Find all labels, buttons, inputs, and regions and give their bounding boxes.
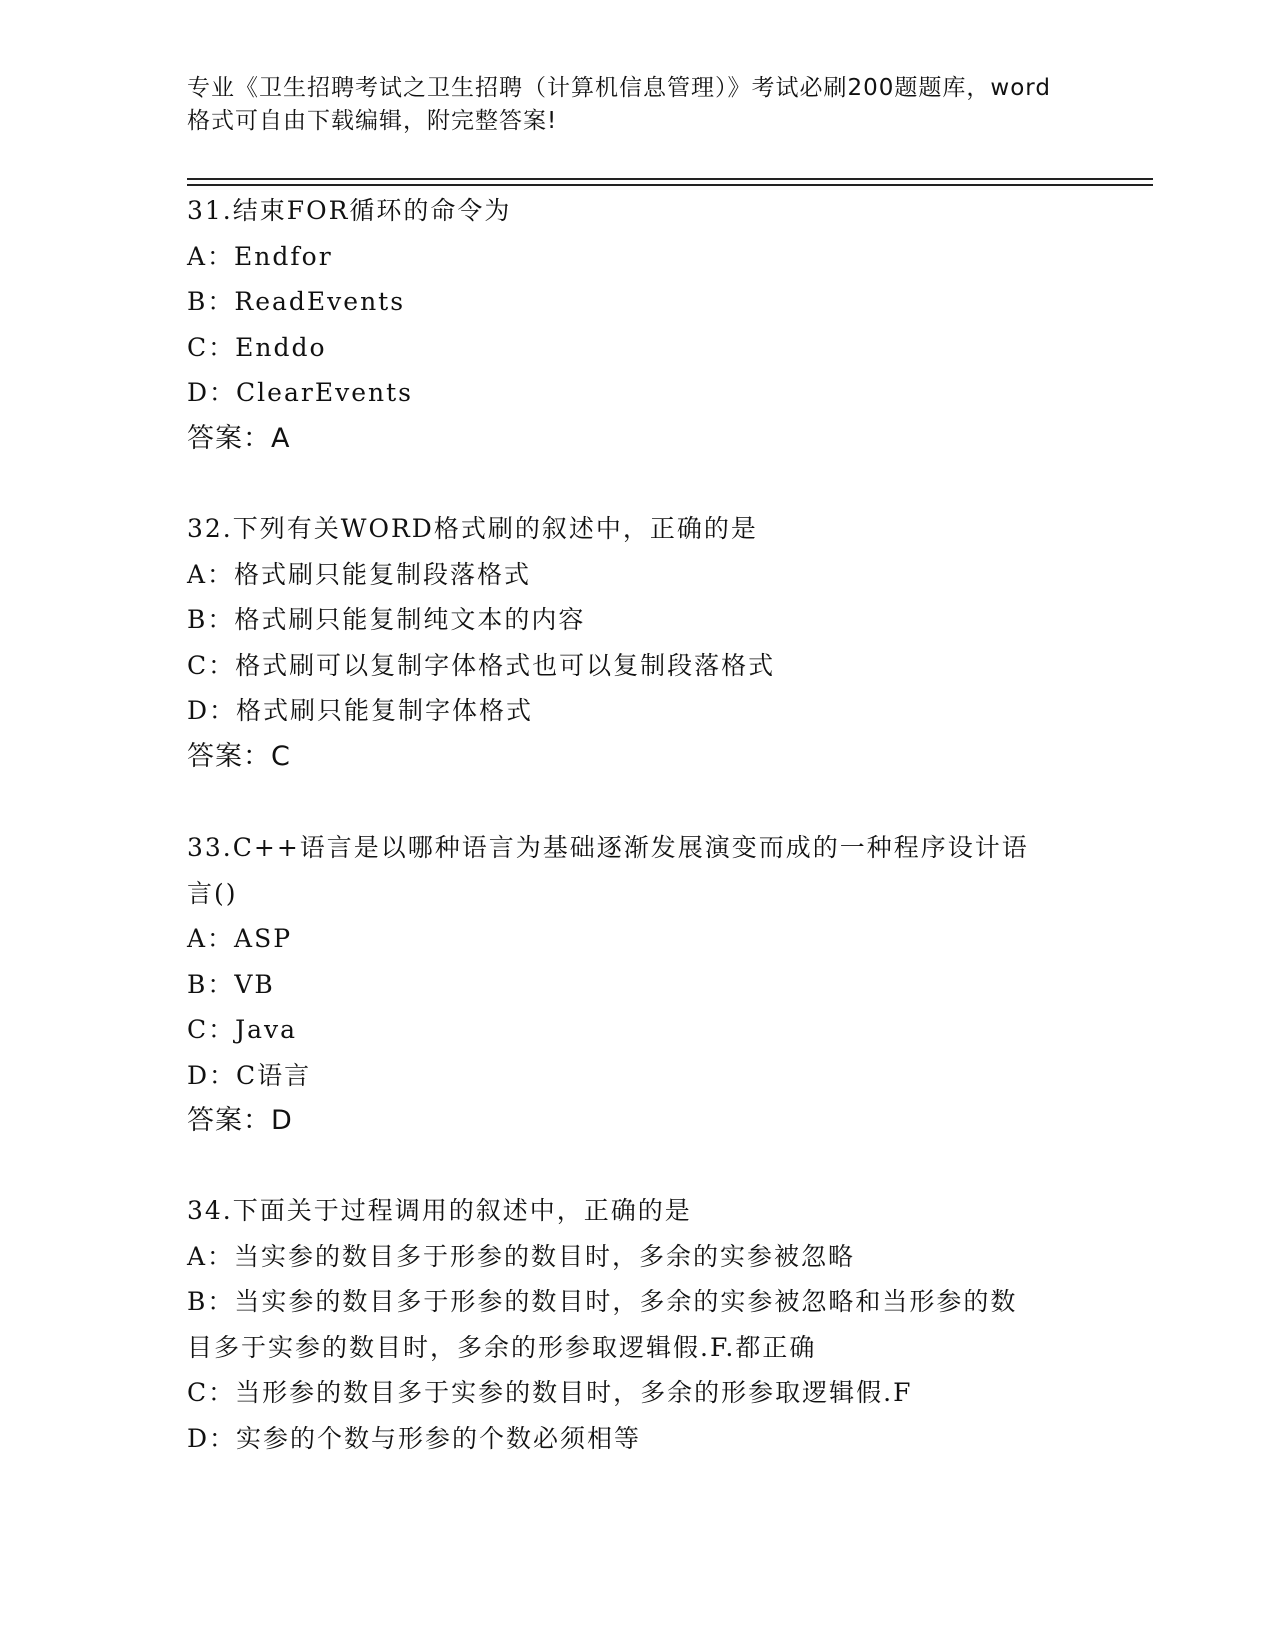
answer-label: 答案：C	[187, 740, 291, 772]
option-a: A：Endfor	[187, 241, 333, 271]
option-b-continued: 目多于实参的数目时，多余的形参取逻辑假.F.都正确	[187, 1332, 817, 1362]
question-stem-continued: 言()	[187, 878, 238, 908]
option-b: B：VB	[187, 969, 275, 999]
option-a: A：ASP	[187, 924, 293, 953]
header-line-2: 格式可自由下载编辑，附完整答案!	[187, 108, 558, 134]
header-line-1: 专业《卫生招聘考试之卫生招聘（计算机信息管理）》考试必刷200题题库，word	[187, 75, 1051, 101]
answer-label: 答案：A	[187, 422, 291, 454]
question-34	[187, 1188, 1087, 1461]
question-stem: 31.结束FOR循环的命令为	[187, 196, 512, 225]
option-d: D：格式刷只能复制字体格式	[187, 696, 534, 725]
option-b: B：格式刷只能复制纯文本的内容	[187, 605, 586, 634]
answer-label: 答案：D	[187, 1105, 293, 1136]
document-header	[187, 72, 1087, 138]
header-divider-top	[187, 178, 1153, 180]
option-a: A：当实参的数目多于形参的数目时，多余的实参被忽略	[187, 1241, 856, 1271]
question-33	[187, 825, 1087, 1144]
option-c: C：Java	[187, 1015, 298, 1044]
option-c: C：Enddo	[187, 332, 327, 362]
option-c: C：当形参的数目多于实参的数目时，多余的形参取逻辑假.F	[187, 1378, 913, 1407]
option-d: D：实参的个数与形参的个数必须相等	[187, 1423, 642, 1453]
question-31	[187, 188, 1087, 461]
question-stem: 34.下面关于过程调用的叙述中，正确的是	[187, 1196, 692, 1225]
option-d: D：C语言	[187, 1060, 312, 1090]
question-stem: 33.C++语言是以哪种语言为基础逐渐发展演变而成的一种程序设计语	[187, 833, 1029, 862]
header-divider-bottom	[187, 184, 1153, 186]
option-b: B：当实参的数目多于形参的数目时，多余的实参被忽略和当形参的数	[187, 1287, 1018, 1316]
option-d: D：ClearEvents	[187, 378, 413, 407]
option-b: B：ReadEvents	[187, 287, 406, 316]
option-a: A：格式刷只能复制段落格式	[187, 559, 532, 589]
question-32	[187, 506, 1087, 779]
option-c: C：格式刷可以复制字体格式也可以复制段落格式	[187, 650, 776, 680]
question-stem: 32.下列有关WORD格式刷的叙述中，正确的是	[187, 514, 758, 543]
